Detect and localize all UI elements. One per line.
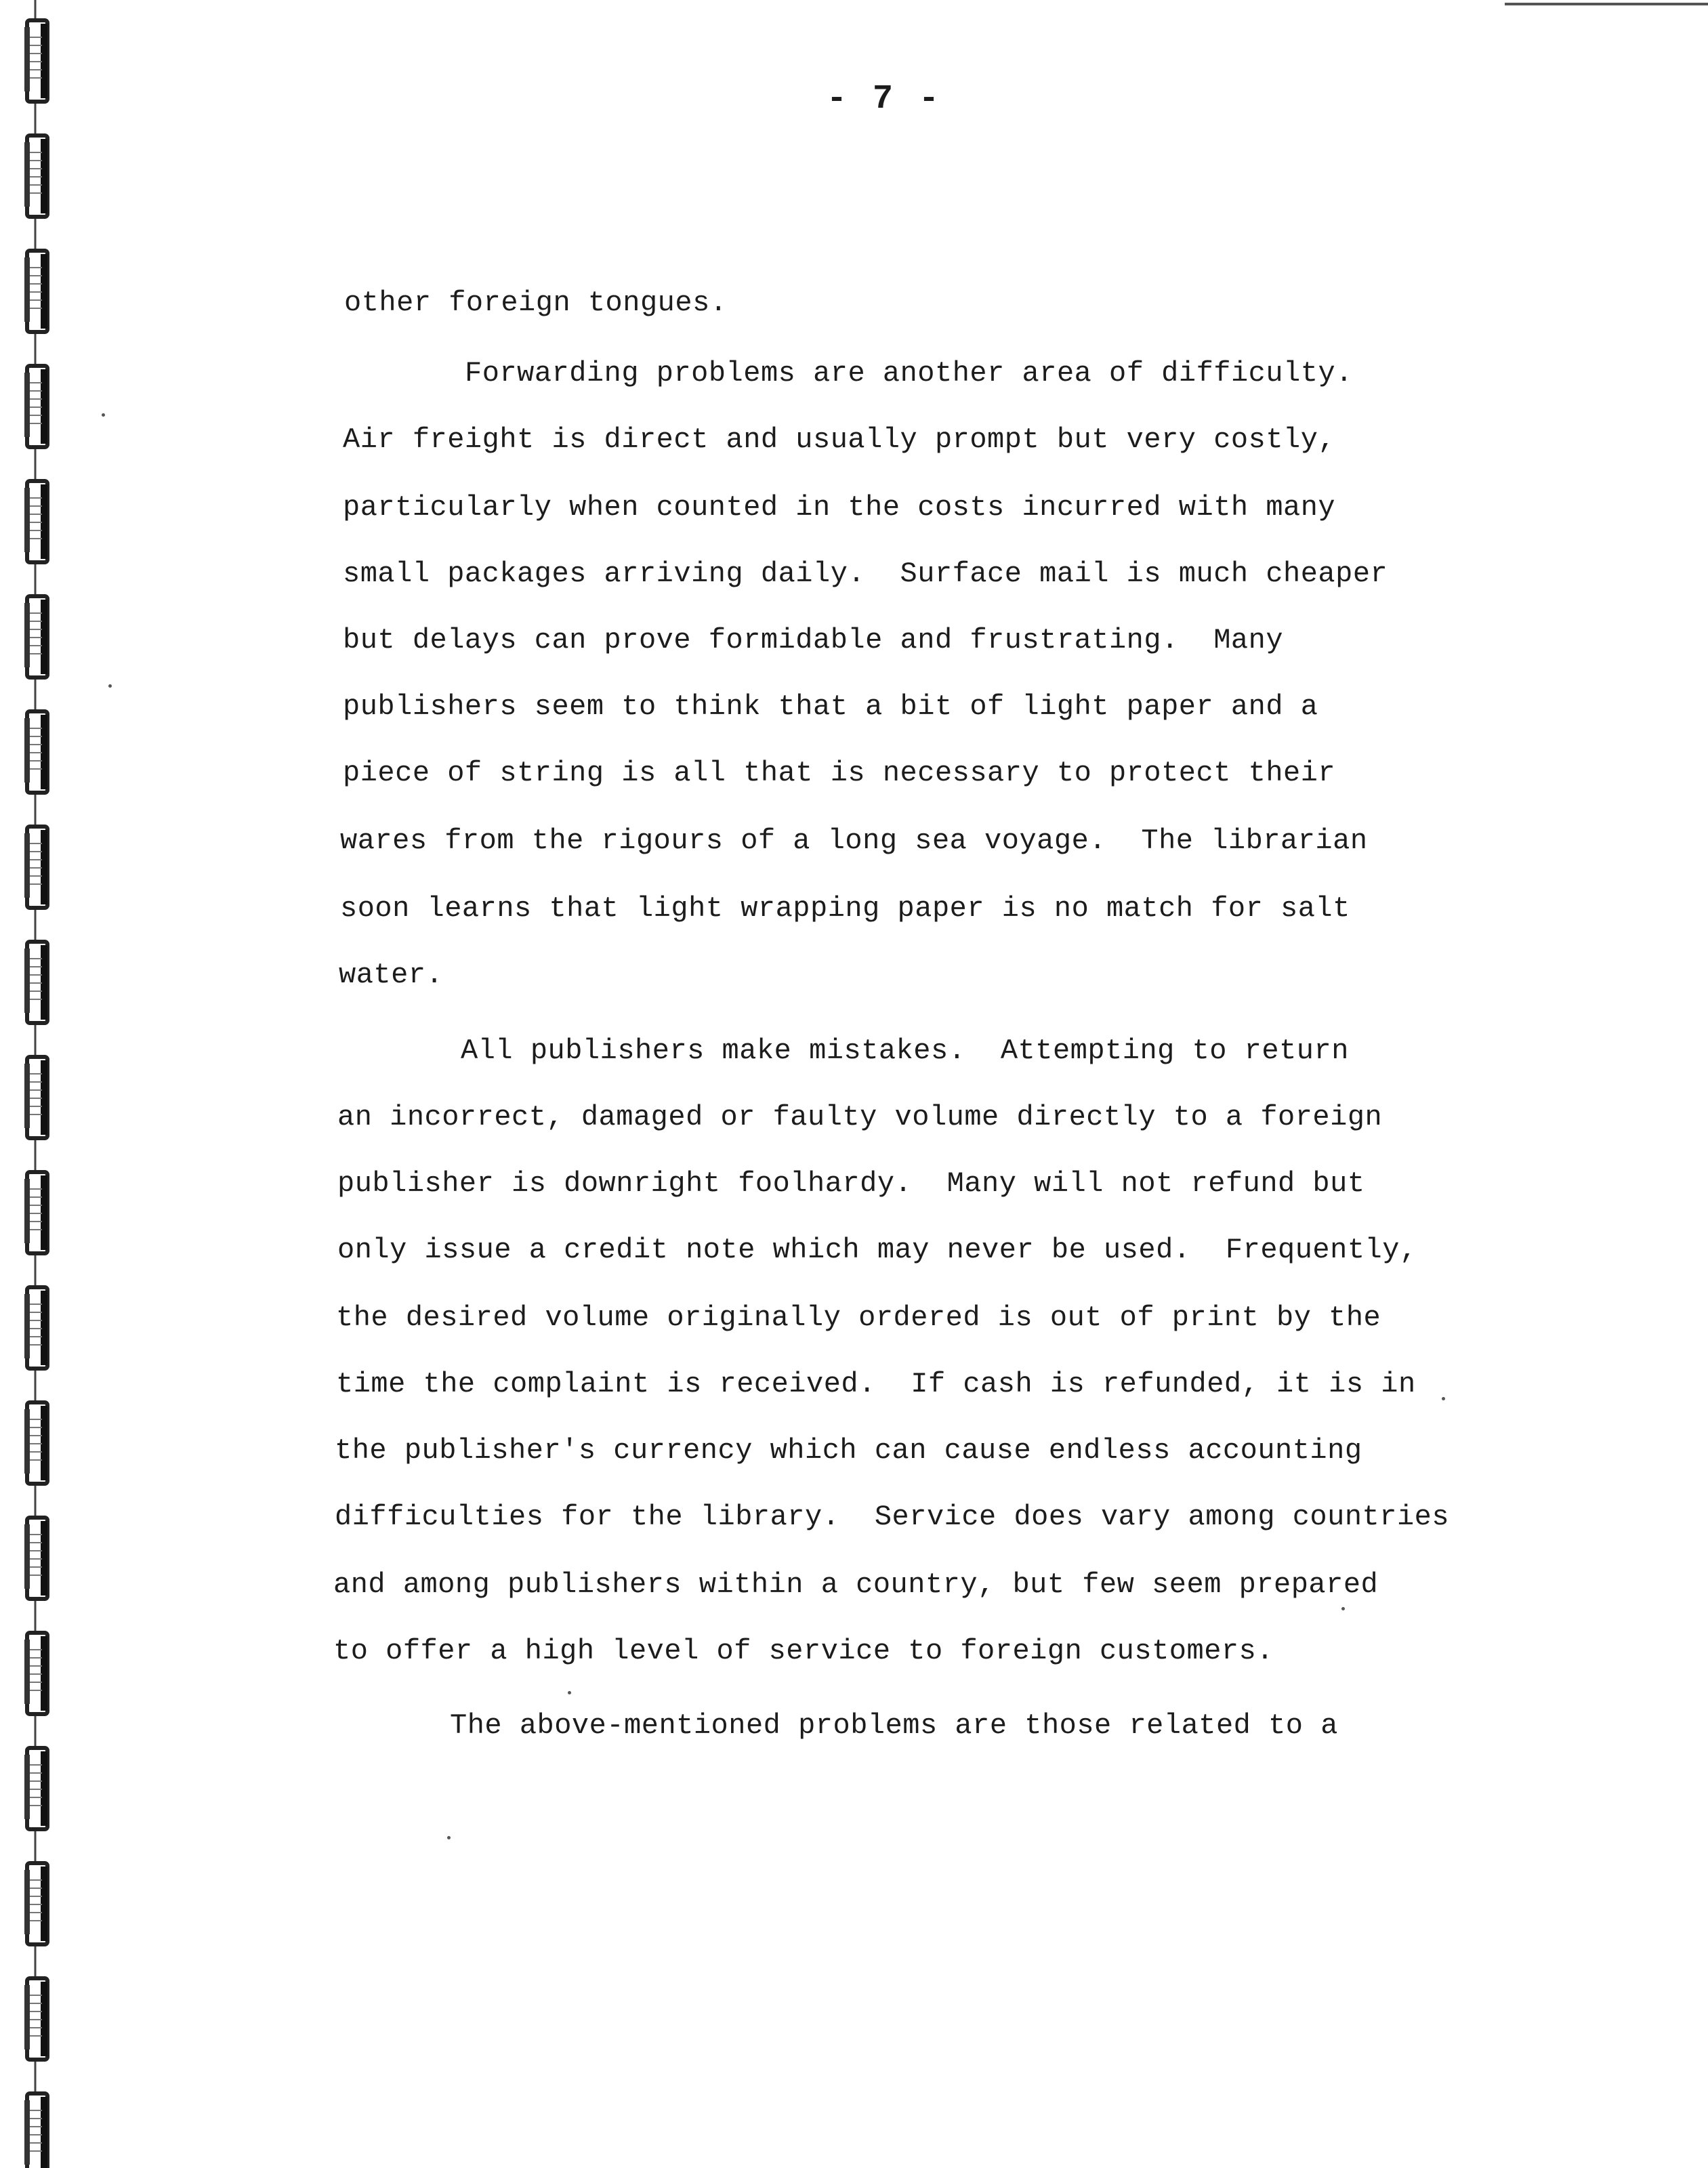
binding-coil [24, 711, 47, 793]
text-line: time the complaint is received. If cash is refunded, it is in [336, 1368, 1416, 1400]
text-line: publisher is downright foolhardy. Many will not refund but [337, 1167, 1365, 1200]
binding-coil [24, 1518, 47, 1599]
binding-coil [24, 1633, 47, 1714]
text-line: publishers seem to think that a bit of light paper and a [343, 690, 1318, 723]
binding-coil [24, 1978, 47, 2060]
text-line: All publishers make mistakes. Attempting to return [461, 1035, 1349, 1067]
scan-speck [1341, 1607, 1345, 1610]
text-line: but delays can prove formidable and frustrating. Many [343, 624, 1284, 656]
text-line: the desired volume originally ordered is out of print by the [336, 1301, 1381, 1334]
binding-coil [24, 827, 47, 908]
text-line: only issue a credit note which may never be used. Frequently, [337, 1234, 1417, 1266]
corner-edge-line [1505, 3, 1708, 5]
text-line: other foreign tongues. [344, 287, 728, 319]
text-line: soon learns that light wrapping paper is no match for salt [340, 892, 1350, 925]
text-line: Air freight is direct and usually prompt but very costly, [343, 423, 1336, 456]
page-number: - 7 - [827, 80, 942, 119]
binding-coil [24, 20, 47, 102]
text-line: wares from the rigours of a long sea voyage. The librarian [340, 825, 1368, 857]
text-line: water. [339, 959, 444, 991]
binding-coil [24, 366, 47, 447]
text-line: The above-mentioned problems are those related to a [450, 1709, 1338, 1742]
binding-coil [24, 251, 47, 332]
text-line: small packages arriving daily. Surface mail is much cheaper [343, 558, 1388, 590]
binding-coil [24, 136, 47, 217]
binding-coil [24, 1172, 47, 1253]
binding-coil [24, 942, 47, 1023]
text-line: to offer a high level of service to foreign customers. [333, 1635, 1274, 1667]
text-line: difficulties for the library. Service does vary among countries [335, 1501, 1450, 1533]
scan-speck [102, 413, 105, 417]
scan-speck [568, 1691, 571, 1694]
text-line: an incorrect, damaged or faulty volume directly to a foreign [337, 1101, 1383, 1133]
binding-coil [24, 1057, 47, 1138]
text-line: the publisher's currency which can cause endless accounting [335, 1434, 1362, 1467]
text-line: piece of string is all that is necessary to protect their [343, 757, 1336, 789]
binding-coil [24, 1748, 47, 1829]
text-line: particularly when counted in the costs incurred with many [343, 491, 1336, 524]
binding-coil [24, 481, 47, 562]
scan-speck [447, 1836, 451, 1839]
scan-speck [1442, 1397, 1445, 1400]
binding-coil [24, 1402, 47, 1484]
binding-coil [24, 1863, 47, 1944]
binding-coil [24, 596, 47, 678]
scan-speck [108, 684, 112, 688]
text-line: and among publishers within a country, but few seem prepared [333, 1568, 1379, 1601]
binding-coil [24, 2093, 47, 2168]
binding-coil [24, 1287, 47, 1369]
text-line: Forwarding problems are another area of difficulty. [465, 357, 1353, 390]
spiral-binding [0, 0, 81, 2168]
